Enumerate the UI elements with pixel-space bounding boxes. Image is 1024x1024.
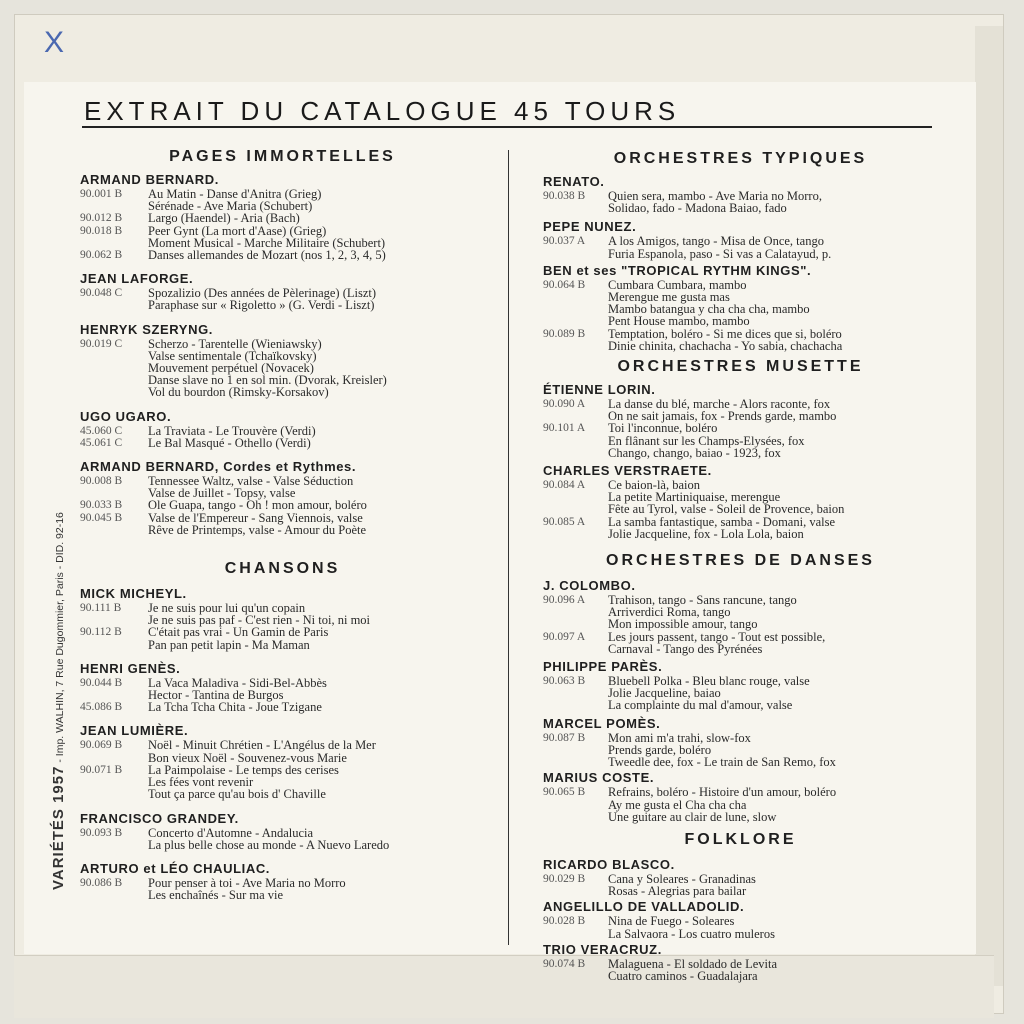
track-titles: Sérénade - Ave Maria (Schubert) [148, 199, 313, 214]
track-list [543, 235, 938, 259]
artist-name: BEN et ses "TROPICAL RYTHM KINGS". [543, 262, 812, 278]
track-line [543, 885, 938, 897]
catalogue-title: EXTRAIT DU CATALOGUE 45 TOURS [84, 96, 681, 126]
artist-block [80, 661, 485, 714]
catalogue-number: 90.111 B [80, 602, 122, 615]
spine-series: VARIÉTÉS 1957 [50, 765, 67, 890]
track-titles: Scherzo - Tarentelle (Wieniawsky) [148, 336, 322, 351]
track-titles: A los Amigos, tango - Misa de Once, tango [608, 234, 824, 249]
track-titles: Dinie chinita, chachacha - Yo sabia, chachacha [608, 338, 843, 353]
artist-name: HENRYK SZERYNG. [80, 321, 213, 337]
spine-imprint [50, 512, 67, 890]
track-titles: La Salvaora - Los cuatro muleros [608, 926, 775, 941]
artist-name: ÉTIENNE LORIN. [543, 382, 656, 398]
track-titles: Moment Musical - Marche Militaire (Schubert) [148, 235, 386, 250]
section-title: ORCHESTRES DE DANSES [606, 552, 875, 570]
track-titles: Trahison, tango - Sans rancune, tango [608, 593, 797, 608]
track-titles: Pour penser à toi - Ave Maria no Morro [148, 875, 346, 890]
artist-block [543, 263, 938, 352]
artist-name: CHARLES VERSTRAETE. [543, 463, 712, 479]
track-list [543, 594, 938, 655]
track-titles: Peer Gynt (La mort d'Aase) (Grieg) [148, 223, 327, 238]
track-titles: La complainte du mal d'amour, valse [608, 698, 793, 713]
catalogue-number: 90.033 B [80, 499, 123, 512]
catalogue-number: 90.101 A [543, 422, 586, 435]
artist-block [80, 322, 485, 399]
catalogue-number: 90.063 B [543, 675, 586, 688]
track-line [80, 338, 485, 350]
track-line [543, 202, 938, 214]
track-line [543, 235, 938, 247]
artist-block [543, 219, 938, 259]
catalogue-number: 90.008 B [80, 475, 123, 488]
artist-name: PEPE NUNEZ. [543, 219, 637, 235]
track-titles: Rosas - Alegrias para bailar [608, 884, 747, 899]
track-line [80, 739, 485, 751]
track-line [80, 212, 485, 224]
track-line [543, 594, 938, 606]
catalogue-number: 90.062 B [80, 249, 123, 262]
track-line [543, 328, 938, 340]
track-titles: La danse du blé, marche - Alors raconte, fox [608, 397, 831, 412]
artist-name: PHILIPPE PARÈS. [543, 659, 663, 675]
artist-block [80, 459, 485, 536]
track-line [543, 279, 938, 291]
track-titles: Les jours passent, tango - Tout est possible, [608, 629, 826, 644]
track-list [543, 873, 938, 897]
track-list [543, 958, 938, 982]
track-line [80, 889, 485, 901]
track-titles: Cumbara Cumbara, mambo [608, 277, 747, 292]
catalogue-number: 45.060 C [80, 424, 123, 437]
artist-name: MICK MICHEYL. [80, 586, 187, 602]
track-titles: Nina de Fuego - Soleares [608, 914, 735, 929]
artist-block [543, 174, 938, 214]
track-line [543, 435, 938, 447]
track-line [80, 524, 485, 536]
title-rule [82, 126, 932, 128]
track-titles: C'était pas vrai - Un Gamin de Paris [148, 625, 329, 640]
track-line [80, 437, 485, 449]
track-titles: Valse de l'Empereur - Sang Viennois, valse [148, 510, 363, 525]
track-list [80, 602, 485, 651]
artist-block [543, 659, 938, 712]
track-titles: Noël - Minuit Chrétien - L'Angélus de la Mer [148, 738, 376, 753]
track-titles: La Vaca Maladiva - Sidi-Bel-Abbès [148, 675, 327, 690]
catalogue-number: 90.037 A [543, 235, 586, 248]
track-line [543, 811, 938, 823]
artist-block [80, 723, 485, 800]
artist-name: ARTURO et LÉO CHAULIAC. [80, 860, 271, 876]
artist-block [543, 382, 938, 459]
artist-name: J. COLOMBO. [543, 578, 636, 594]
track-line [80, 764, 485, 776]
track-line [543, 699, 938, 711]
track-titles: Pan pan petit lapin - Ma Maman [148, 637, 310, 652]
catalogue-number: 90.084 A [543, 479, 586, 492]
catalogue-number: 90.090 A [543, 398, 586, 411]
track-titles: La Paimpolaise - Le temps des cerises [148, 762, 339, 777]
catalogue-number: 90.045 B [80, 511, 123, 524]
artist-block [543, 942, 938, 982]
artist-block [80, 811, 485, 851]
track-line [543, 799, 938, 811]
track-titles: En flânant sur les Champs-Elysées, fox [608, 433, 805, 448]
spine-printer: - Imp. WALHIN, 7 Rue Dugommier, Paris - DID. 92-16 [54, 512, 66, 763]
track-line [80, 788, 485, 800]
track-titles: Paraphase sur « Rigoletto » (G. Verdi - Liszt) [148, 298, 375, 313]
track-titles: Cuatro caminos - Guadalajara [608, 968, 758, 983]
track-line [543, 410, 938, 422]
track-line [543, 786, 938, 798]
sleeve-right-flap [975, 26, 1003, 986]
catalogue-number: 90.112 B [80, 626, 122, 639]
track-titles: Quien sera, mambo - Ave Maria no Morro, [608, 189, 822, 203]
track-titles: Cana y Soleares - Granadinas [608, 871, 756, 886]
artist-name: MARIUS COSTE. [543, 770, 655, 786]
track-line [543, 915, 938, 927]
catalogue-number: 90.028 B [543, 915, 586, 928]
catalogue-number: 90.019 C [80, 337, 123, 350]
track-line [543, 503, 938, 515]
artist-name: RENATO. [543, 174, 605, 189]
track-line [80, 839, 485, 851]
track-titles: Refrains, boléro - Histoire d'un amour, boléro [608, 785, 837, 800]
catalogue-number: 90.029 B [543, 872, 586, 885]
catalogue-number: 90.018 B [80, 224, 123, 237]
catalogue-number: 45.086 B [80, 701, 123, 714]
track-line [80, 225, 485, 237]
catalogue-number: 90.089 B [543, 327, 586, 340]
track-titles: Hector - Tantina de Burgos [148, 688, 284, 703]
track-list [543, 732, 938, 769]
track-titles: Je ne suis pour lui qu'un copain [148, 601, 306, 616]
track-line [80, 626, 485, 638]
track-list [80, 827, 485, 851]
track-titles: On ne sait jamais, fox - Prends garde, mambo [608, 409, 837, 424]
catalogue-number: 90.085 A [543, 515, 586, 528]
track-line [543, 528, 938, 540]
handwritten-mark: X [44, 26, 65, 59]
artist-block [80, 172, 485, 261]
track-titles: Bon vieux Noël - Souvenez-vous Marie [148, 750, 347, 765]
track-line [543, 340, 938, 352]
track-line [543, 315, 938, 327]
track-titles: Furia Espanola, paso - Si vas a Calatayud, p. [608, 246, 832, 261]
track-line [543, 422, 938, 434]
track-titles: Largo (Haendel) - Aria (Bach) [148, 211, 300, 226]
catalogue-number: 90.071 B [80, 763, 123, 776]
catalogue-number: 90.096 A [543, 594, 586, 607]
track-line [80, 386, 485, 398]
track-titles: La samba fantastique, samba - Domani, valse [608, 514, 836, 529]
track-line [543, 618, 938, 630]
artist-name: JEAN LAFORGE. [80, 271, 194, 287]
track-line [80, 639, 485, 651]
artist-block [80, 861, 485, 901]
track-list [80, 877, 485, 901]
track-line [543, 756, 938, 768]
track-titles: La Traviata - Le Trouvère (Verdi) [148, 423, 316, 438]
catalogue-number: 90.044 B [80, 676, 123, 689]
track-line [543, 970, 938, 982]
section-title: ORCHESTRES MUSETTE [617, 358, 864, 376]
track-titles: Tout ça parce qu'au bois d' Chaville [148, 787, 326, 802]
artist-block [543, 899, 938, 939]
track-titles: Valse sentimentale (Tchaïkovsky) [148, 348, 317, 363]
artist-name: UGO UGARO. [80, 408, 172, 424]
track-titles: Pent House mambo, mambo [608, 314, 750, 329]
track-titles: Rêve de Printemps, valse - Amour du Poète [148, 522, 367, 537]
track-titles: Danse slave no 1 en sol min. (Dvorak, Kreisler) [148, 373, 387, 388]
catalogue-number: 90.048 C [80, 287, 123, 300]
column-divider [508, 150, 509, 945]
track-line [80, 499, 485, 511]
track-titles: Bluebell Polka - Bleu blanc rouge, valse [608, 674, 810, 689]
track-line [80, 299, 485, 311]
track-titles: Les enchaînés - Sur ma vie [148, 888, 284, 903]
track-titles: Ay me gusta el Cha cha cha [608, 797, 747, 812]
track-list [543, 915, 938, 939]
track-line [543, 928, 938, 940]
artist-name: JEAN LUMIÈRE. [80, 723, 189, 739]
track-titles: Une guitare au clair de lune, slow [608, 809, 777, 824]
track-titles: La plus belle chose au monde - A Nuevo Laredo [148, 837, 390, 852]
track-titles: Au Matin - Danse d'Anitra (Grieg) [148, 187, 322, 201]
track-list [80, 338, 485, 399]
track-list [543, 279, 938, 352]
track-titles: Le Bal Masqué - Othello (Verdi) [148, 435, 311, 450]
artist-block [80, 586, 485, 651]
catalogue-number: 90.038 B [543, 190, 586, 202]
section-title: ORCHESTRES TYPIQUES [613, 150, 868, 167]
track-titles: Spozalizio (Des années de Pèlerinage) (Liszt) [148, 286, 377, 301]
track-list [543, 675, 938, 712]
track-titles: Tennessee Waltz, valse - Valse Séduction [148, 474, 354, 489]
track-titles: Valse de Juillet - Topsy, valse [148, 486, 296, 501]
artist-name: ARMAND BERNARD, Cordes et Rythmes. [80, 459, 357, 475]
artist-name: MARCEL POMÈS. [543, 715, 661, 731]
track-list [543, 786, 938, 823]
artist-block [543, 463, 938, 540]
artist-name: ARMAND BERNARD. [80, 172, 219, 187]
track-titles: Arriverdici Roma, tango [608, 605, 731, 620]
track-titles: La Tcha Tcha Chita - Joue Tzigane [148, 700, 322, 715]
catalogue-number: 90.086 B [80, 876, 123, 889]
track-list [80, 188, 485, 261]
track-list [543, 479, 938, 540]
track-list [80, 677, 485, 714]
track-titles: Fête au Tyrol, valse - Soleil de Provence, baion [608, 502, 845, 517]
catalogue-number: 90.074 B [543, 957, 586, 970]
track-titles: Solidao, fado - Madona Baiao, fado [608, 201, 787, 216]
artist-block [543, 770, 938, 823]
track-list [80, 287, 485, 311]
track-titles: Mon impossible amour, tango [608, 617, 758, 632]
track-titles: Je ne suis pas paf - C'est rien - Ni toi, ni moi [148, 613, 371, 628]
track-titles: Jolie Jacqueline, fox - Lola Lola, baion [608, 526, 804, 541]
track-titles: Ce baion-là, baion [608, 478, 700, 493]
track-line [543, 732, 938, 744]
track-line [80, 827, 485, 839]
catalogue-number: 90.001 B [80, 188, 123, 200]
track-titles: Prends garde, boléro [608, 742, 712, 757]
catalogue-number: 90.093 B [80, 826, 123, 839]
artist-block [80, 271, 485, 311]
catalogue-number: 90.069 B [80, 739, 123, 752]
section-title: FOLKLORE [684, 830, 797, 848]
artist-name: FRANCISCO GRANDEY. [80, 810, 239, 826]
track-titles: Merengue me gusta mas [608, 290, 730, 305]
catalogue-number: 90.064 B [543, 278, 586, 291]
artist-block [543, 857, 938, 897]
catalogue-number: 90.012 B [80, 212, 123, 225]
track-titles: Jolie Jacqueline, baiao [608, 686, 721, 701]
artist-block [80, 409, 485, 449]
track-line [543, 248, 938, 260]
track-line [80, 701, 485, 713]
section-title: PAGES IMMORTELLES [169, 148, 396, 165]
track-list [80, 475, 485, 536]
track-titles: Vol du bourdon (Rimsky-Korsakov) [148, 385, 329, 400]
artist-name: RICARDO BLASCO. [543, 856, 675, 872]
track-list [80, 739, 485, 800]
catalogue-number: 90.097 A [543, 630, 586, 643]
track-titles: Tweedle dee, fox - Le train de San Remo, fox [608, 755, 836, 770]
artist-name: TRIO VERACRUZ. [543, 941, 662, 957]
track-titles: Ole Guapa, tango - Oh ! mon amour, boléro [148, 498, 367, 513]
track-titles: Temptation, boléro - Si me dices que si, boléro [608, 326, 842, 341]
track-titles: Mon ami m'a trahi, slow-fox [608, 730, 751, 745]
track-titles: Concerto d'Automne - Andalucia [148, 825, 314, 840]
track-titles: Les fées vont revenir [148, 775, 254, 790]
track-titles: Carnaval - Tango des Pyrénées [608, 641, 763, 656]
track-list [80, 425, 485, 449]
track-titles: Toi l'inconnue, boléro [608, 421, 718, 436]
track-titles: Malaguena - El soldado de Levita [608, 956, 778, 971]
track-line [543, 643, 938, 655]
track-line [543, 447, 938, 459]
track-list [543, 190, 938, 214]
left-column [80, 146, 485, 901]
track-titles: Chango, chango, baiao - 1923, fox [608, 445, 781, 460]
track-line [80, 249, 485, 261]
catalogue-number: 45.061 C [80, 436, 123, 449]
artist-block [543, 716, 938, 769]
artist-name: HENRI GENÈS. [80, 660, 181, 676]
catalogue-number: 90.087 B [543, 731, 586, 744]
track-line [543, 675, 938, 687]
track-line [80, 425, 485, 437]
track-titles: Danses allemandes de Mozart (nos 1, 2, 3, 4, 5) [148, 248, 386, 263]
right-column [543, 146, 938, 982]
section-title: CHANSONS [224, 560, 341, 578]
artist-block [543, 578, 938, 655]
artist-name: ANGELILLO DE VALLADOLID. [543, 899, 745, 915]
track-titles: Mambo batangua y cha cha cha, mambo [608, 302, 810, 317]
track-list [543, 398, 938, 459]
catalogue-number: 90.065 B [543, 786, 586, 799]
track-titles: Mouvement perpétuel (Novacek) [148, 361, 314, 376]
track-titles: La petite Martiniquaise, merengue [608, 490, 781, 505]
